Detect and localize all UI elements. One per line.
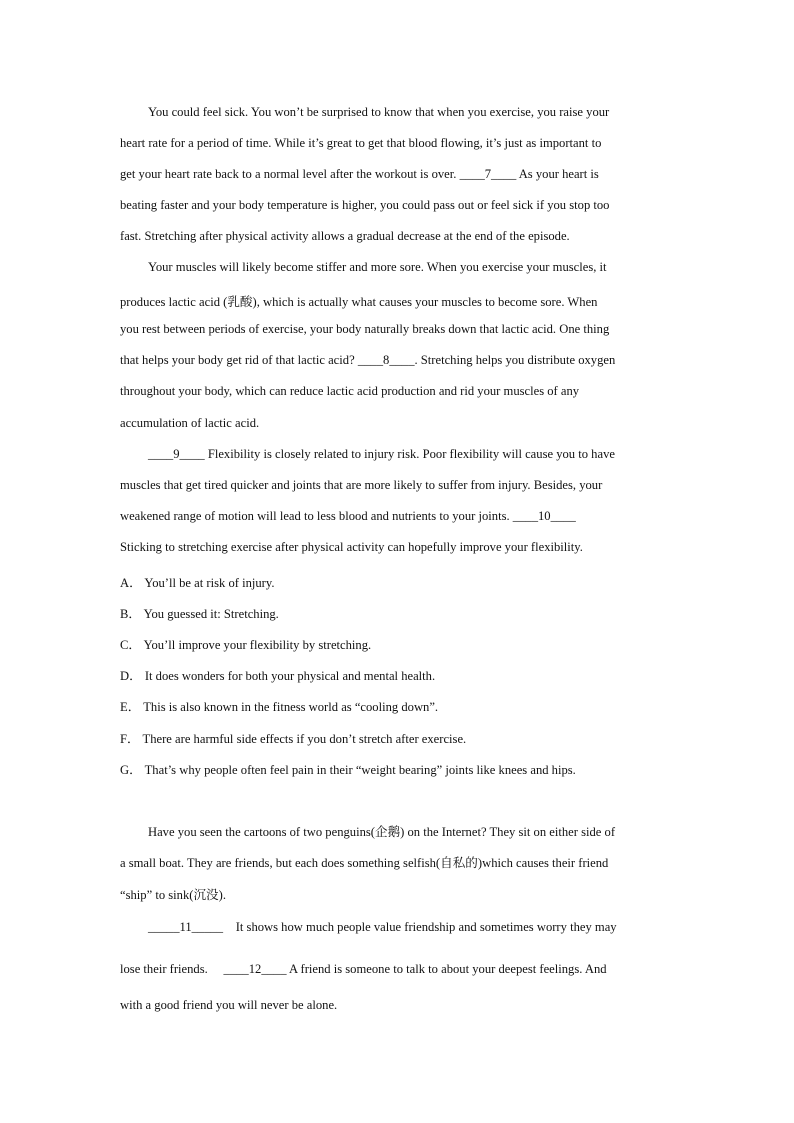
text-line: throughout your body, which can reduce lactic acid production and rid your muscles of any	[120, 384, 580, 398]
blank-7: ____7____	[459, 167, 517, 181]
text-segment: Flexibility is closely related to injury risk. Poor flexibility will cause you to have	[207, 447, 615, 461]
option-e: E． This is also known in the fitness world as “cooling down”.	[120, 700, 439, 714]
blank-9: ____9____	[148, 447, 205, 461]
blank-10: ____10____	[512, 509, 576, 523]
text-line	[148, 920, 617, 935]
text-segment: lose their friends.	[120, 962, 208, 976]
text-line: muscles that get tired quicker and joints that are more likely to suffer from injury. Besides, your	[120, 478, 603, 492]
text-segment: . Stretching helps you distribute oxygen	[414, 353, 616, 367]
text-segment: A friend is someone to talk to about your deepest feelings. And	[288, 962, 607, 976]
text-line: heart rate for a period of time. While it’s great to get that blood flowing, it’s just as important to	[120, 136, 602, 150]
text-line: fast. Stretching after physical activity allows a gradual decrease at the end of the episode.	[120, 229, 570, 243]
text-line: Your muscles will likely become stiffer and more sore. When you exercise your muscles, it	[148, 260, 607, 274]
text-line: produces lactic acid (乳酸), which is actually what causes your muscles to become sore. When	[120, 295, 598, 309]
text-segment: that helps your body get rid of that lactic acid?	[120, 353, 355, 367]
option-f: F． There are harmful side effects if you don’t stretch after exercise.	[120, 732, 467, 746]
blank-11: _____11_____	[148, 920, 224, 934]
blank-12: ____12____	[223, 962, 287, 976]
text-line	[120, 509, 576, 524]
text-line: a small boat. They are friends, but each does something selfish(自私的)which causes their friend	[120, 856, 609, 870]
option-c: C． You’ll improve your flexibility by stretching.	[120, 638, 372, 652]
blank-8: ____8____	[357, 353, 415, 367]
text-line	[120, 962, 607, 977]
option-g: G． That’s why people often feel pain in their “weight bearing” joints like knees and hips.	[120, 763, 576, 777]
text-line: Sticking to stretching exercise after physical activity can hopefully improve your flexibility.	[120, 540, 583, 554]
text-segment: weakened range of motion will lead to less blood and nutrients to your joints.	[120, 509, 510, 523]
text-line	[120, 353, 615, 368]
text-segment: It shows how much people value friendship and sometimes worry they may	[235, 920, 617, 934]
text-line: you rest between periods of exercise, your body naturally breaks down that lactic acid. One thing	[120, 322, 610, 336]
text-line: beating faster and your body temperature is higher, you could pass out or feel sick if you stop too	[120, 198, 610, 212]
option-d: D． It does wonders for both your physical and mental health.	[120, 669, 436, 683]
text-line: “ship” to sink(沉没).	[120, 888, 226, 902]
text-line: accumulation of lactic acid.	[120, 416, 260, 430]
text-line: with a good friend you will never be alone.	[120, 998, 338, 1012]
text-line: You could feel sick. You won’t be surprised to know that when you exercise, you raise your	[148, 105, 610, 119]
option-a: A． You’ll be at risk of injury.	[120, 576, 275, 590]
text-line: Have you seen the cartoons of two penguins(企鹅) on the Internet? They sit on either side of	[148, 825, 616, 839]
text-line	[120, 167, 599, 182]
text-segment: get your heart rate back to a normal level after the workout is over.	[120, 167, 457, 181]
text-segment: As your heart is	[518, 167, 599, 181]
option-b: B． You guessed it: Stretching.	[120, 607, 279, 621]
text-line	[148, 447, 615, 462]
